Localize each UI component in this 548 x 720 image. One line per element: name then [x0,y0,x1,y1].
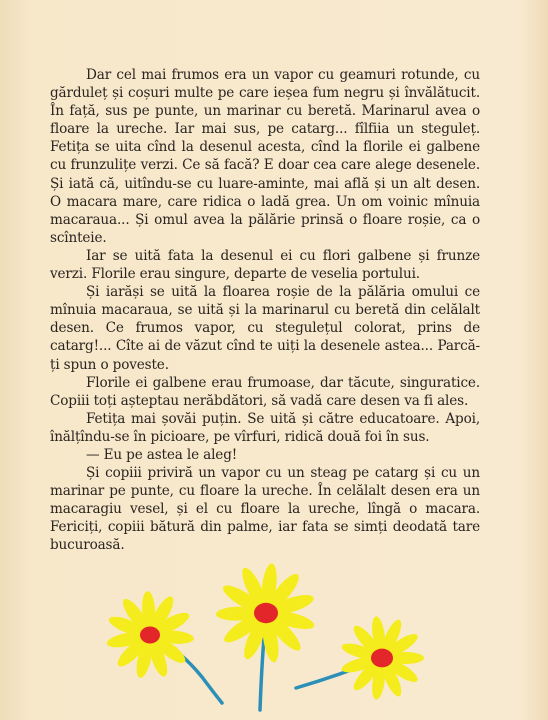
paragraph-6-dialog: — Eu pe astea le aleg! [86,446,238,463]
flower-middle [216,563,316,664]
story-text [50,66,480,555]
flower-center [140,627,160,644]
flower-center [371,649,393,668]
paragraph-4: Florile ei galbene erau frumoase, dar tăcute, singuratice. Copiii toți așteptau nerăbdători, să vadă care desen va fi ales. [50,374,480,409]
paragraph-7: Și copiii priviră un vapor cu un steag pe catarg și cu un marinar pe punte, cu floare la ureche. În celălalt desen era un macaragiu vesel, și el cu floare la ureche, lîngă o macara. Fericiți, copiii bătură din palme, iar fata se simți deodată tare bucuroasă. [50,465,480,554]
paragraph-3: Și iarăși se uită la floarea roșie de la pălăria omului ce mînuia macaraua, se uită și la marinarul cu beretă din celălalt desen. Ce frumos vapor, cu stegulețul colorat, prins de catarg!... Cîte ai de văzut cînd te uiți la desenele astea... Parcă-ți spun o poveste. [50,284,480,373]
paragraph-5: Fetița mai șovăi puțin. Se uită și către educatoare. Apoi, înălțîndu-se în picioare, pe vîrfuri, ridică două foi în sus. [50,410,480,445]
flower-left [106,591,195,680]
paragraph-1: Dar cel mai frumos era un vapor cu geamuri rotunde, cu gărduleț și coșuri multe pe care ieșea fum negru și învălătucit. În față, sus pe punte, un marinar cu beretă. Marinarul avea o floare la ureche. Iar mai sus, pe catarg... fîlfiia un steguleț. Fetița se uita cînd la desenul acesta, cînd la florile ei galbene cu frunzulițe verzi. Ce să facă? E doar cea care alege desenele. Și iată că, uitîndu-se cu luare-aminte, mai află și un alt desen. O macara mare, care ridica o ladă grea. Un om voinic mînuia macaraua... Și omul avea la pălărie prinsă o floare roșie, ca o scînteie. [50,67,480,246]
flower-right [340,616,424,701]
paragraph-2: Iar se uită fata la desenul ei cu flori galbene și frunze verzi. Florile erau singure, departe de veselia portului. [50,247,480,283]
flower-center [254,603,278,623]
flowers-illustration [90,555,430,715]
